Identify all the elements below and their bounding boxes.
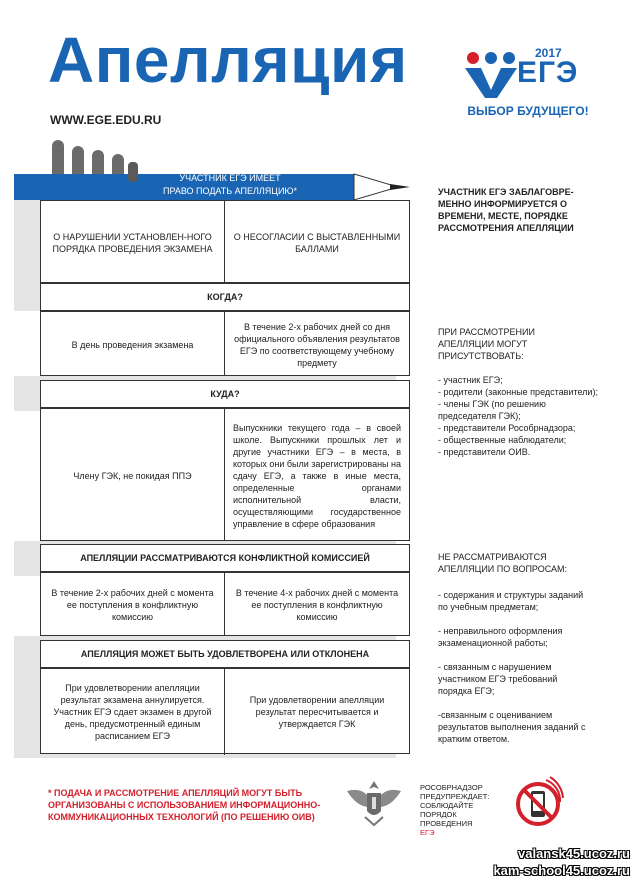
commission-box — [40, 572, 410, 636]
commission-procedure: В течение 2-х рабочих дней с момента ее поступления в конфликтную комиссию — [51, 588, 214, 622]
where-header: КУДА? — [40, 380, 410, 408]
not-considered-title: НЕ РАССМАТРИВАЮТСЯ АПЕЛЛЯЦИИ ПО ВОПРОСАМ: — [438, 552, 568, 574]
emblem-icon — [343, 777, 405, 829]
when-scores: В течение 2-х рабочих дней со дня официального объявления результатов ЕГЭ по соответствующему учебному предмету — [234, 321, 400, 368]
no-phone-icon — [512, 776, 564, 828]
logo-slogan: ВЫБОР БУДУЩЕГО! — [467, 104, 589, 118]
pen-label — [150, 172, 310, 198]
website-url[interactable]: WWW.EGE.EDU.RU — [50, 113, 162, 127]
list-item: - родители (законные представители); — [438, 387, 598, 397]
where-procedure: Члену ГЭК, не покидая ППЭ — [73, 470, 192, 481]
reason-procedure: О НАРУШЕНИИ УСТАНОВЛЕН-НОГО ПОРЯДКА ПРОВЕДЕНИЯ ЭКЗАМЕНА — [52, 231, 213, 254]
list-item: - представители Рособрнадзора; — [438, 423, 576, 433]
rosobr-line: СОБЛЮДАЙТЕ — [420, 801, 474, 810]
list-item: -связанным с оцениванием результатов выполнения заданий с кратким ответом. — [438, 710, 586, 744]
commission-header: АПЕЛЛЯЦИИ РАССМАТРИВАЮТСЯ КОНФЛИКТНОЙ КОМИССИЕЙ — [40, 544, 410, 572]
list-item: - неправильного оформления экзаменационной работы; — [438, 626, 563, 648]
when-procedure: В день проведения экзамена — [71, 339, 194, 350]
rosobr-warning — [420, 783, 510, 837]
where-scores: Выпускники текущего года – в своей школе. Выпускники прошлых лет и другие участники ЕГЭ – в места, в которых они были зарегистрированы на сдачу ЕГЭ, а также в иные места, определенные органами исполнительной власти, осуществляющими государственное управление в сфере образования — [233, 422, 401, 529]
logo-year: 2017 — [535, 46, 562, 60]
outcome-header: АПЕЛЛЯЦИЯ МОЖЕТ БЫТЬ УДОВЛЕТВОРЕНА ИЛИ ОТКЛОНЕНА — [40, 640, 410, 668]
footnote: * ПОДАЧА И РАССМОТРЕНИЕ АПЕЛЛЯЦИЙ МОГУТ БЫТЬ ОРГАНИЗОВАНЫ С ИСПОЛЬЗОВАНИЕМ ИНФОРМАЦИОННО-КОММУНИКАЦИОННЫХ ТЕХНОЛОГИЙ (ПО РЕШЕНИЮ ОИВ) — [48, 788, 321, 822]
pen-label-line2: ПРАВО ПОДАТЬ АПЕЛЛЯЦИЮ* — [162, 186, 298, 196]
watermark-line1: valansk45.ucoz.ru — [518, 846, 630, 861]
rosobr-red-line: ЕГЭ — [420, 828, 435, 837]
attendees-title: ПРИ РАССМОТРЕНИИ АПЕЛЛЯЦИИ МОГУТ ПРИСУТСТВОВАТЬ: — [438, 327, 535, 361]
commission-scores: В течение 4-х рабочих дней с момента ее поступления в конфликтную комиссию — [235, 588, 399, 622]
logo-name: ЕГЭ — [517, 56, 579, 89]
where-box — [40, 408, 410, 541]
outcome-procedure: При удовлетворении апелляции результат экзамена аннулируется. Участник ЕГЭ сдает экзамен в другой день, предусмотренный единым расписанием ЕГЭ — [53, 683, 212, 741]
pen-label-line1: УЧАСТНИК ЕГЭ ИМЕЕТ — [179, 173, 281, 183]
when-box — [40, 311, 410, 376]
list-item: - содержания и структуры заданий по учебным предметам; — [438, 590, 584, 612]
ege-logo-icon — [463, 50, 523, 100]
list-item: - члены ГЭК (по решению председателя ГЭК); — [438, 399, 546, 421]
rosobr-line: ПРОВЕДЕНИЯ — [420, 819, 473, 828]
watermark — [470, 845, 630, 879]
page-title: Апелляция — [48, 24, 408, 96]
reason-scores: О НЕСОГЛАСИИ С ВЫСТАВЛЕННЫМИ БАЛЛАМИ — [233, 231, 401, 254]
ege-logo — [463, 44, 593, 124]
rosobr-line: ПОРЯДОК — [420, 810, 457, 819]
rosobr-line: РОСОБРНАДЗОР — [420, 783, 483, 792]
watermark-line2: kam-school45.ucoz.ru — [493, 863, 630, 878]
attendees-list — [438, 374, 598, 458]
list-item: - общественные наблюдатели; — [438, 435, 567, 445]
when-header: КОГДА? — [40, 283, 410, 311]
list-item: - связанным с нарушением участником ЕГЭ требований порядка ЕГЭ; — [438, 662, 558, 696]
rosobr-line: ПРЕДУПРЕЖДАЕТ: — [420, 792, 490, 801]
reasons-box — [40, 200, 410, 283]
not-considered-list — [438, 589, 588, 745]
list-item: - участник ЕГЭ; — [438, 375, 503, 385]
outcome-box — [40, 668, 410, 754]
list-item: - представители ОИВ. — [438, 447, 531, 457]
outcome-scores: При удовлетворении апелляции результат пересчитывается и утверждается ГЭК — [249, 695, 385, 729]
informed-note: УЧАСТНИК ЕГЭ ЗАБЛАГОВРЕ-МЕННО ИНФОРМИРУЕТСЯ О ВРЕМЕНИ, МЕСТЕ, ПОРЯДКЕ РАССМОТРЕНИЯ АПЕЛЛЯЦИИ — [438, 187, 574, 233]
